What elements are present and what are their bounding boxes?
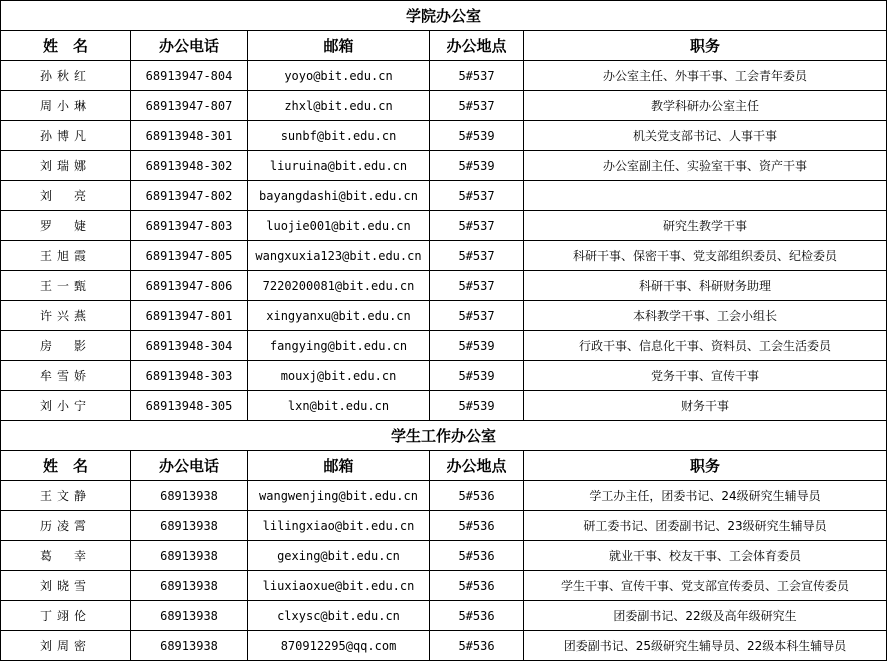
role-cell: 团委副书记、25级研究生辅导员、22级本科生辅导员 bbox=[524, 631, 887, 661]
table-row bbox=[1, 151, 887, 181]
section-title-row bbox=[1, 421, 887, 451]
name-cell: 孙秋红 bbox=[1, 61, 131, 91]
role-cell: 学生干事、宣传干事、党支部宣传委员、工会宣传委员 bbox=[524, 571, 887, 601]
column-header: 邮箱 bbox=[248, 31, 430, 61]
name-cell: 历凌霄 bbox=[1, 511, 131, 541]
section-title: 学院办公室 bbox=[1, 1, 887, 31]
phone-cell: 68913938 bbox=[131, 601, 248, 631]
table-row bbox=[1, 541, 887, 571]
name-cell: 周小琳 bbox=[1, 91, 131, 121]
name-cell: 房 影 bbox=[1, 331, 131, 361]
name-cell: 刘小宁 bbox=[1, 391, 131, 421]
email-cell[interactable]: luojie001@bit.edu.cn bbox=[248, 211, 430, 241]
phone-cell: 68913938 bbox=[131, 511, 248, 541]
name-cell: 牟雪娇 bbox=[1, 361, 131, 391]
phone-cell: 68913938 bbox=[131, 481, 248, 511]
phone-cell: 68913947-802 bbox=[131, 181, 248, 211]
header-row bbox=[1, 451, 887, 481]
office-cell: 5#537 bbox=[430, 181, 524, 211]
role-cell: 就业干事、校友干事、工会体育委员 bbox=[524, 541, 887, 571]
email-cell[interactable]: lilingxiao@bit.edu.cn bbox=[248, 511, 430, 541]
phone-cell: 68913947-801 bbox=[131, 301, 248, 331]
phone-cell: 68913938 bbox=[131, 541, 248, 571]
email-cell[interactable]: 7220200081@bit.edu.cn bbox=[248, 271, 430, 301]
phone-cell: 68913948-301 bbox=[131, 121, 248, 151]
email-cell[interactable]: liuxiaoxue@bit.edu.cn bbox=[248, 571, 430, 601]
email-cell[interactable]: bayangdashi@bit.edu.cn bbox=[248, 181, 430, 211]
office-cell: 5#539 bbox=[430, 121, 524, 151]
email-cell[interactable]: fangying@bit.edu.cn bbox=[248, 331, 430, 361]
role-cell: 研究生教学干事 bbox=[524, 211, 887, 241]
section-title-row bbox=[1, 1, 887, 31]
column-header: 邮箱 bbox=[248, 451, 430, 481]
column-header: 办公电话 bbox=[131, 451, 248, 481]
name-cell: 丁翊伦 bbox=[1, 601, 131, 631]
table-row bbox=[1, 91, 887, 121]
office-cell: 5#537 bbox=[430, 271, 524, 301]
email-cell[interactable]: zhxl@bit.edu.cn bbox=[248, 91, 430, 121]
email-cell[interactable]: xingyanxu@bit.edu.cn bbox=[248, 301, 430, 331]
office-cell: 5#536 bbox=[430, 511, 524, 541]
role-cell: 行政干事、信息化干事、资料员、工会生活委员 bbox=[524, 331, 887, 361]
table-row bbox=[1, 631, 887, 661]
email-cell[interactable]: clxysc@bit.edu.cn bbox=[248, 601, 430, 631]
table-row bbox=[1, 571, 887, 601]
name-cell: 罗 婕 bbox=[1, 211, 131, 241]
column-header: 姓 名 bbox=[1, 31, 131, 61]
phone-cell: 68913948-304 bbox=[131, 331, 248, 361]
column-header: 办公地点 bbox=[430, 451, 524, 481]
office-cell: 5#539 bbox=[430, 331, 524, 361]
email-cell[interactable]: wangxuxia123@bit.edu.cn bbox=[248, 241, 430, 271]
name-cell: 王旭霞 bbox=[1, 241, 131, 271]
phone-cell: 68913947-803 bbox=[131, 211, 248, 241]
email-cell[interactable]: mouxj@bit.edu.cn bbox=[248, 361, 430, 391]
email-cell[interactable]: lxn@bit.edu.cn bbox=[248, 391, 430, 421]
role-cell: 财务干事 bbox=[524, 391, 887, 421]
table-row bbox=[1, 211, 887, 241]
office-cell: 5#539 bbox=[430, 391, 524, 421]
office-cell: 5#537 bbox=[430, 91, 524, 121]
name-cell: 刘晓雪 bbox=[1, 571, 131, 601]
table-row bbox=[1, 241, 887, 271]
office-cell: 5#537 bbox=[430, 241, 524, 271]
header-row bbox=[1, 31, 887, 61]
name-cell: 刘 亮 bbox=[1, 181, 131, 211]
column-header: 姓 名 bbox=[1, 451, 131, 481]
role-cell: 团委副书记、22级及高年级研究生 bbox=[524, 601, 887, 631]
table-row bbox=[1, 61, 887, 91]
name-cell: 王文静 bbox=[1, 481, 131, 511]
table-row bbox=[1, 301, 887, 331]
phone-cell: 68913947-804 bbox=[131, 61, 248, 91]
phone-cell: 68913947-807 bbox=[131, 91, 248, 121]
column-header: 职务 bbox=[524, 451, 887, 481]
column-header: 办公电话 bbox=[131, 31, 248, 61]
name-cell: 王一甄 bbox=[1, 271, 131, 301]
column-header: 办公地点 bbox=[430, 31, 524, 61]
office-cell: 5#537 bbox=[430, 301, 524, 331]
office-cell: 5#536 bbox=[430, 481, 524, 511]
office-cell: 5#536 bbox=[430, 541, 524, 571]
phone-cell: 68913948-303 bbox=[131, 361, 248, 391]
table-row bbox=[1, 361, 887, 391]
office-cell: 5#539 bbox=[430, 361, 524, 391]
role-cell: 教学科研办公室主任 bbox=[524, 91, 887, 121]
office-cell: 5#537 bbox=[430, 211, 524, 241]
email-cell[interactable]: liuruina@bit.edu.cn bbox=[248, 151, 430, 181]
table-row bbox=[1, 181, 887, 211]
role-cell: 学工办主任，团委书记、24级研究生辅导员 bbox=[524, 481, 887, 511]
role-cell: 科研干事、保密干事、党支部组织委员、纪检委员 bbox=[524, 241, 887, 271]
table-row bbox=[1, 331, 887, 361]
phone-cell: 68913948-305 bbox=[131, 391, 248, 421]
role-cell: 科研干事、科研财务助理 bbox=[524, 271, 887, 301]
office-cell: 5#539 bbox=[430, 151, 524, 181]
office-cell: 5#537 bbox=[430, 61, 524, 91]
email-cell[interactable]: gexing@bit.edu.cn bbox=[248, 541, 430, 571]
role-cell: 本科教学干事、工会小组长 bbox=[524, 301, 887, 331]
section-title: 学生工作办公室 bbox=[1, 421, 887, 451]
office-cell: 5#536 bbox=[430, 631, 524, 661]
role-cell: 机关党支部书记、人事干事 bbox=[524, 121, 887, 151]
email-cell[interactable]: sunbf@bit.edu.cn bbox=[248, 121, 430, 151]
name-cell: 刘瑞娜 bbox=[1, 151, 131, 181]
email-cell[interactable]: yoyo@bit.edu.cn bbox=[248, 61, 430, 91]
phone-cell: 68913938 bbox=[131, 571, 248, 601]
role-cell: 党务干事、宣传干事 bbox=[524, 361, 887, 391]
table-row bbox=[1, 481, 887, 511]
office-cell: 5#536 bbox=[430, 601, 524, 631]
office-cell: 5#536 bbox=[430, 571, 524, 601]
role-cell: 办公室主任、外事干事、工会青年委员 bbox=[524, 61, 887, 91]
phone-cell: 68913947-805 bbox=[131, 241, 248, 271]
phone-cell: 68913938 bbox=[131, 631, 248, 661]
table-row bbox=[1, 271, 887, 301]
name-cell: 许兴燕 bbox=[1, 301, 131, 331]
email-cell[interactable]: wangwenjing@bit.edu.cn bbox=[248, 481, 430, 511]
role-cell: 研工委书记、团委副书记、23级研究生辅导员 bbox=[524, 511, 887, 541]
column-header: 职务 bbox=[524, 31, 887, 61]
role-cell: 办公室副主任、实验室干事、资产干事 bbox=[524, 151, 887, 181]
phone-cell: 68913947-806 bbox=[131, 271, 248, 301]
table-row bbox=[1, 601, 887, 631]
table-row bbox=[1, 511, 887, 541]
table-row bbox=[1, 391, 887, 421]
table-row bbox=[1, 121, 887, 151]
name-cell: 刘周密 bbox=[1, 631, 131, 661]
role-cell bbox=[524, 181, 887, 211]
name-cell: 葛 幸 bbox=[1, 541, 131, 571]
name-cell: 孙博凡 bbox=[1, 121, 131, 151]
phone-cell: 68913948-302 bbox=[131, 151, 248, 181]
email-cell[interactable]: 870912295@qq.com bbox=[248, 631, 430, 661]
